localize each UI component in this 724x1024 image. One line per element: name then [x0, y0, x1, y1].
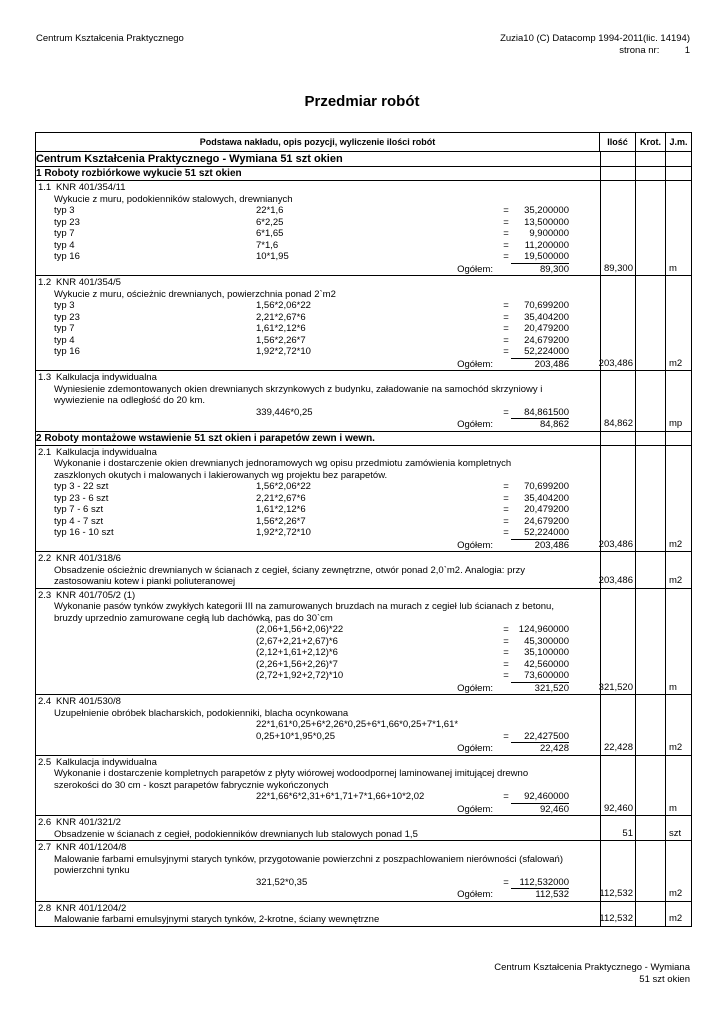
- multiplier-cell: [636, 446, 666, 552]
- total-line: [36, 804, 600, 816]
- calc-line: [36, 527, 600, 540]
- calc-formula: 22*1,61*0,25+6*2,26*0,25+6*1,66*0,25+7*1,61*: [256, 719, 459, 730]
- section-title-row: [36, 432, 691, 446]
- calc-value: 20,479200: [524, 504, 569, 515]
- calc-equals: =: [503, 334, 509, 346]
- position-body: [36, 446, 601, 552]
- calc-line: [36, 323, 600, 335]
- calc-value: 70,699200: [524, 481, 569, 492]
- position-code: Kalkulacja indywidualna: [56, 756, 157, 768]
- calc-value: 9,900000: [529, 228, 569, 239]
- position-head: [36, 553, 600, 565]
- total-line: [36, 419, 600, 431]
- calc-line: [36, 335, 600, 347]
- position-row: [36, 695, 691, 756]
- calc-line: [36, 205, 600, 217]
- calc-line: [36, 312, 600, 324]
- calc-formula: 6*1,65: [256, 228, 284, 239]
- calc-line: [36, 504, 600, 516]
- position-code: KNR 401/705/2 (1): [56, 589, 136, 601]
- position-code: KNR 401/354/11: [56, 182, 126, 193]
- position-number: 1.2: [38, 277, 52, 288]
- total-value: 203,486: [534, 358, 569, 370]
- calc-formula: (2,72+1,92+2,72)*10: [256, 670, 344, 681]
- position-head: [36, 817, 600, 829]
- position-row: [36, 902, 691, 926]
- col-header-main: Podstawa nakładu, opis pozycji, wyliczenie ilości robót: [36, 133, 600, 151]
- multiplier-cell: [636, 371, 666, 431]
- calc-value: 22,427500: [511, 731, 569, 744]
- position-head: [36, 277, 600, 289]
- position-body: [36, 902, 601, 926]
- calc-formula: (2,67+2,21+2,67)*6: [256, 635, 338, 647]
- calc-formula: 1,56*2,26*7: [256, 334, 306, 346]
- krot-cell: [636, 152, 666, 166]
- calc-name: typ 7: [54, 228, 75, 239]
- calc-value: 112,532000: [511, 877, 569, 890]
- position-code: KNR 401/354/5: [56, 277, 121, 288]
- calc-formula: 7*1,6: [256, 239, 279, 251]
- calc-formula: 321,52*0,35: [256, 876, 308, 888]
- calc-value: 84,861500: [511, 407, 569, 420]
- calc-equals: =: [503, 239, 509, 251]
- calc-value: 52,224000: [511, 527, 569, 540]
- position-head: [36, 696, 600, 708]
- calc-value: 73,600000: [511, 670, 569, 683]
- total-value: 321,520: [534, 682, 569, 694]
- calc-name: typ 7 - 6 szt: [54, 504, 104, 515]
- quantity-cell: 51: [601, 816, 636, 840]
- total-label: Ogółem:: [457, 539, 493, 551]
- position-head: [36, 182, 600, 194]
- total-line: [36, 540, 600, 552]
- position-body: [36, 276, 601, 370]
- position-number: 2.8: [38, 902, 52, 914]
- calc-line: [36, 659, 600, 671]
- position-body: [36, 756, 601, 816]
- calc-name: typ 4: [54, 239, 75, 251]
- calc-formula: 2,21*2,67*6: [256, 492, 306, 504]
- position-code: KNR 401/530/8: [56, 696, 121, 707]
- calc-formula: 22*1,6: [256, 205, 284, 216]
- position-number: 2.1: [38, 446, 52, 458]
- position-number: 2.7: [38, 842, 52, 853]
- calc-equals: =: [503, 311, 509, 323]
- calc-name: typ 3: [54, 205, 75, 216]
- calc-formula: 0,25+10*1,95*0,25: [256, 730, 335, 742]
- calc-equals: =: [503, 251, 509, 262]
- calc-line: [36, 636, 600, 648]
- calc-formula: 1,61*2,12*6: [256, 504, 306, 515]
- calc-name: [36, 731, 256, 744]
- calc-value: 13,500000: [524, 216, 569, 228]
- position-head: [36, 903, 600, 915]
- ilosc-cell: [601, 167, 636, 180]
- calc-formula: 2,21*2,67*6: [256, 311, 306, 323]
- position-row: [36, 841, 691, 902]
- calc-name: [36, 719, 256, 731]
- calc-line: [36, 217, 600, 229]
- header-info: [500, 33, 690, 57]
- position-code: KNR 401/321/2: [56, 817, 121, 828]
- calc-equals: =: [503, 406, 509, 418]
- position-description: Wykonanie pasów tynków zwykłych kategorii III na zamurowanych bruzdach na murach z cegieł lub ścianach z betonu,: [54, 601, 554, 612]
- position-description: Wyniesienie zdemontowanych okien drewnianych skrzynkowych z budynku, załadowanie na samochód skrzyniowy i: [54, 383, 543, 395]
- unit-cell: m2: [669, 742, 683, 753]
- unit-cell: m: [669, 681, 677, 693]
- calc-line: [36, 346, 600, 359]
- calc-name: typ 4: [54, 334, 75, 346]
- project-title-row: [36, 152, 691, 167]
- calc-line: [36, 719, 600, 731]
- footer-line-1: Centrum Kształcenia Praktycznego - Wymiana: [494, 962, 690, 973]
- unit-cell: m: [669, 802, 677, 814]
- calc-formula: 339,446*0,25: [256, 406, 313, 418]
- table-header: [36, 133, 691, 152]
- calc-line: [36, 300, 600, 312]
- calc-value: 45,300000: [524, 635, 569, 647]
- calc-equals: =: [503, 647, 509, 658]
- calc-name: [36, 877, 256, 890]
- total-value: 203,486: [534, 539, 569, 551]
- calc-name: [36, 647, 256, 659]
- jm-cell: [666, 152, 691, 166]
- calc-line: [36, 516, 600, 528]
- position-description: szerokości do 30 cm - koszt parapetów fabrycznie wykończonych: [54, 779, 329, 791]
- calc-value: 20,479200: [524, 323, 569, 334]
- total-line: [36, 743, 600, 755]
- position-number: 1.1: [38, 182, 52, 193]
- position-code: KNR 401/318/6: [56, 553, 121, 564]
- position-number: 1.3: [38, 372, 52, 383]
- quantity-cell: 89,300: [601, 181, 636, 275]
- position-number: 2.6: [38, 817, 52, 828]
- position-row: [36, 181, 691, 276]
- calc-line: [36, 877, 600, 890]
- multiplier-cell: [636, 552, 666, 588]
- total-line: [36, 889, 600, 901]
- unit-cell: szt: [669, 827, 682, 839]
- calc-name: [36, 791, 256, 804]
- calc-line: [36, 647, 600, 659]
- total-label: Ogółem:: [457, 743, 493, 754]
- position-description: zaszklonych okutych i malowanych i lakierowanych wg projektu bez parapetów.: [54, 469, 388, 481]
- position-description: Wykonanie i dostarczenie okien drewnianych jednoramowych wg opisu przedmiotu zamówienia kompletnych: [54, 458, 512, 469]
- quantity-cell: 84,862: [601, 371, 636, 431]
- calc-formula: 10*1,95: [256, 251, 289, 262]
- calc-equals: =: [503, 876, 509, 888]
- unit-cell: m: [669, 262, 677, 274]
- position-body: [36, 816, 601, 840]
- calc-equals: =: [503, 228, 509, 239]
- multiplier-cell: [636, 902, 666, 926]
- calc-equals: =: [503, 635, 509, 647]
- total-label: Ogółem:: [457, 889, 493, 900]
- position-body: [36, 371, 601, 431]
- total-label: Ogółem:: [457, 419, 493, 430]
- col-header-krot: Krot.: [636, 133, 666, 151]
- section-title: 2 Roboty montażowe wstawienie 51 szt okien i parapetów zewn i wewn.: [36, 432, 601, 445]
- calc-name: [36, 624, 256, 636]
- position-description: Obsadzenie ościeżnic drewnianych w ścianach z cegieł, ściany zewnętrzne, otwór ponad 2,0`m2. Analogia: przy: [54, 564, 526, 576]
- header-company: Centrum Kształcenia Praktycznego: [36, 33, 184, 44]
- position-body: [36, 695, 601, 755]
- calc-line: [36, 251, 600, 264]
- multiplier-cell: [636, 181, 666, 275]
- position-body: [36, 841, 601, 901]
- quantity-cell: 321,520: [601, 589, 636, 695]
- position-row: [36, 552, 691, 589]
- position-description: zastosowaniu kotew i pianki poliuteranowej: [54, 576, 236, 587]
- position-description: Wykucie z muru, podokienników stalowych, drewnianych: [54, 193, 293, 205]
- multiplier-cell: [636, 816, 666, 840]
- calc-value: 42,560000: [524, 658, 569, 670]
- section-title-row: [36, 167, 691, 181]
- position-description: wywiezienie na odległość do 20 km.: [54, 395, 206, 406]
- calc-name: typ 23: [54, 216, 80, 228]
- position-description: powierzchni tynku: [54, 865, 130, 876]
- table-body: [36, 152, 691, 926]
- software-license: Zuzia10 (C) Datacomp 1994-2011(lic. 14194): [500, 33, 690, 44]
- position-row: [36, 276, 691, 371]
- total-value: 22,428: [539, 743, 569, 754]
- total-value: 89,300: [539, 263, 569, 275]
- page-indicator: [500, 45, 690, 57]
- krot-cell: [636, 432, 666, 445]
- position-number: 2.4: [38, 696, 52, 707]
- multiplier-cell: [636, 276, 666, 370]
- calc-line: [36, 493, 600, 505]
- calc-value: 92,460000: [511, 791, 569, 804]
- calc-name: typ 16 - 10 szt: [54, 527, 114, 538]
- ilosc-cell: [601, 152, 636, 166]
- total-line: [36, 683, 600, 695]
- calc-value: 35,404200: [524, 492, 569, 504]
- quantity-cell: 112,532: [601, 902, 636, 926]
- position-number: 2.3: [38, 589, 52, 601]
- calc-equals: =: [503, 346, 509, 357]
- calc-line: [36, 731, 600, 744]
- calc-line: [36, 791, 600, 804]
- page-title: Przedmiar robót: [304, 93, 420, 110]
- calc-equals: =: [503, 730, 509, 742]
- calc-formula: 1,92*2,72*10: [256, 346, 311, 357]
- calc-value: 19,500000: [511, 251, 569, 264]
- total-label: Ogółem:: [457, 358, 493, 370]
- calc-line: [36, 240, 600, 252]
- calc-equals: [501, 719, 511, 731]
- position-number: 2.2: [38, 553, 52, 564]
- ilosc-cell: [601, 432, 636, 445]
- page-label: strona nr:: [619, 45, 660, 56]
- calc-name: [36, 407, 256, 420]
- unit-cell: mp: [669, 418, 683, 429]
- calc-equals: =: [503, 216, 509, 228]
- calc-line: [36, 407, 600, 420]
- unit-cell: m2: [669, 357, 683, 369]
- position-row: [36, 446, 691, 553]
- position-row: [36, 371, 691, 432]
- position-code: Kalkulacja indywidualna: [56, 372, 157, 383]
- quantity-cell: 22,428: [601, 695, 636, 755]
- total-label: Ogółem:: [457, 263, 493, 275]
- col-header-ilosc: Ilość: [600, 133, 636, 151]
- multiplier-cell: [636, 589, 666, 695]
- calc-name: [36, 636, 256, 648]
- total-label: Ogółem:: [457, 803, 493, 815]
- position-code: KNR 401/1204/2: [56, 902, 127, 914]
- position-body: [36, 589, 601, 695]
- position-description: Wykonanie i dostarczenie kompletnych parapetów z płyty wiórowej wodoodpornej laminowanej imitującej drewno: [54, 768, 529, 779]
- position-row: [36, 589, 691, 696]
- multiplier-cell: [636, 841, 666, 901]
- position-head: [36, 590, 600, 602]
- calc-value: 35,200000: [524, 205, 569, 216]
- position-number: 2.5: [38, 756, 52, 768]
- position-description: Uzupełnienie obróbek blacharskich, podokienniki, blacha ocynkowana: [54, 707, 349, 719]
- position-code: KNR 401/1204/8: [56, 842, 127, 853]
- calc-formula: 1,56*2,06*22: [256, 300, 311, 311]
- calc-equals: =: [503, 492, 509, 504]
- total-value: 92,460: [539, 803, 569, 815]
- position-description: bruzdy uprzednio zamurowane cegłą lub dachówką, pas do 30`cm: [54, 612, 333, 624]
- calc-formula: 6*2,25: [256, 216, 284, 228]
- calc-name: typ 7: [54, 323, 75, 334]
- calc-line: [36, 624, 600, 636]
- calc-name: typ 23: [54, 311, 80, 323]
- calc-equals: =: [503, 670, 509, 681]
- position-code: Kalkulacja indywidualna: [56, 446, 157, 458]
- section-title: 1 Roboty rozbiórkowe wykucie 51 szt okien: [36, 167, 601, 180]
- calc-value: 35,404200: [524, 311, 569, 323]
- calc-equals: =: [503, 504, 509, 515]
- calc-formula: 1,56*2,06*22: [256, 481, 311, 492]
- total-line: [36, 359, 600, 371]
- calc-name: typ 23 - 6 szt: [54, 492, 109, 504]
- position-row: [36, 816, 691, 841]
- unit-cell: m2: [669, 538, 683, 550]
- total-value: 84,862: [539, 419, 569, 430]
- page-footer: [494, 962, 690, 986]
- calc-name: typ 16: [54, 251, 80, 262]
- calc-formula: 22*1,66*6*2,31+6*1,71+7*1,66+10*2,02: [256, 791, 425, 802]
- calc-value: [511, 719, 569, 731]
- calc-equals: =: [503, 300, 509, 311]
- total-line: [36, 264, 600, 276]
- quantity-cell: 203,486: [601, 276, 636, 370]
- calc-formula: 1,61*2,12*6: [256, 323, 306, 334]
- estimate-table: [35, 132, 692, 927]
- unit-cell: m2: [669, 913, 683, 924]
- calc-line: [36, 228, 600, 240]
- position-body: [36, 181, 601, 275]
- calc-equals: =: [503, 515, 509, 527]
- calc-value: 124,960000: [518, 624, 569, 635]
- calc-value: 24,679200: [524, 515, 569, 527]
- position-description: Obsadzenie w ścianach z cegieł, podokienników drewnianych lub stalowych ponad 1,5: [54, 828, 418, 840]
- calc-line: [36, 481, 600, 493]
- position-head: [36, 757, 600, 769]
- calc-formula: (2,12+1,61+2,12)*6: [256, 647, 338, 658]
- project-title: Centrum Kształcenia Praktycznego - Wymiana 51 szt okien: [36, 152, 601, 166]
- calc-name: typ 3: [54, 300, 75, 311]
- calc-formula: 1,92*2,72*10: [256, 527, 311, 538]
- col-header-jm: J.m.: [669, 137, 688, 147]
- footer-line-2: 51 szt okien: [639, 974, 690, 985]
- multiplier-cell: [636, 695, 666, 755]
- position-head: [36, 372, 600, 384]
- quantity-cell: 203,486: [601, 552, 636, 588]
- calc-value: 24,679200: [524, 334, 569, 346]
- calc-value: 11,200000: [524, 239, 569, 251]
- jm-cell: [666, 432, 691, 445]
- calc-name: [36, 659, 256, 671]
- position-head: [36, 842, 600, 854]
- calc-formula: (2,26+1,56+2,26)*7: [256, 658, 338, 670]
- calc-value: 52,224000: [511, 346, 569, 359]
- calc-equals: =: [503, 481, 509, 492]
- jm-cell: [666, 167, 691, 180]
- position-body: [36, 552, 601, 588]
- quantity-cell: 112,532: [601, 841, 636, 901]
- calc-name: typ 16: [54, 346, 80, 357]
- multiplier-cell: [636, 756, 666, 816]
- position-head: [36, 447, 600, 459]
- calc-formula: (2,06+1,56+2,06)*22: [256, 624, 344, 635]
- calc-name: typ 3 - 22 szt: [54, 481, 109, 492]
- calc-value: 35,100000: [524, 647, 569, 658]
- total-label: Ogółem:: [457, 682, 493, 694]
- calc-equals: =: [503, 527, 509, 538]
- calc-name: typ 4 - 7 szt: [54, 515, 104, 527]
- calc-equals: =: [503, 791, 509, 802]
- quantity-cell: 203,486: [601, 446, 636, 552]
- quantity-cell: 92,460: [601, 756, 636, 816]
- unit-cell: m2: [669, 888, 683, 899]
- calc-line: [36, 670, 600, 683]
- unit-cell: m2: [669, 575, 683, 586]
- calc-name: [36, 670, 256, 683]
- page-number: 1: [684, 45, 690, 56]
- calc-equals: =: [503, 624, 509, 635]
- calc-equals: =: [503, 323, 509, 334]
- position-description: Malowanie farbami emulsyjnymi starych tynków, przygotowanie powierzchni z poszpachlowaniem nierówności (sfalowań): [54, 853, 563, 865]
- calc-formula: 1,56*2,26*7: [256, 515, 306, 527]
- calc-equals: =: [503, 205, 509, 216]
- calc-value: 70,699200: [524, 300, 569, 311]
- krot-cell: [636, 167, 666, 180]
- position-row: [36, 756, 691, 817]
- position-description: Wykucie z muru, ościeżnic drewnianych, powierzchnia ponad 2`m2: [54, 288, 336, 300]
- position-description: Malowanie farbami emulsyjnymi starych tynków, 2-krotne, ściany wewnętrzne: [54, 914, 380, 925]
- calc-equals: =: [503, 658, 509, 670]
- total-value: 112,532: [535, 889, 569, 900]
